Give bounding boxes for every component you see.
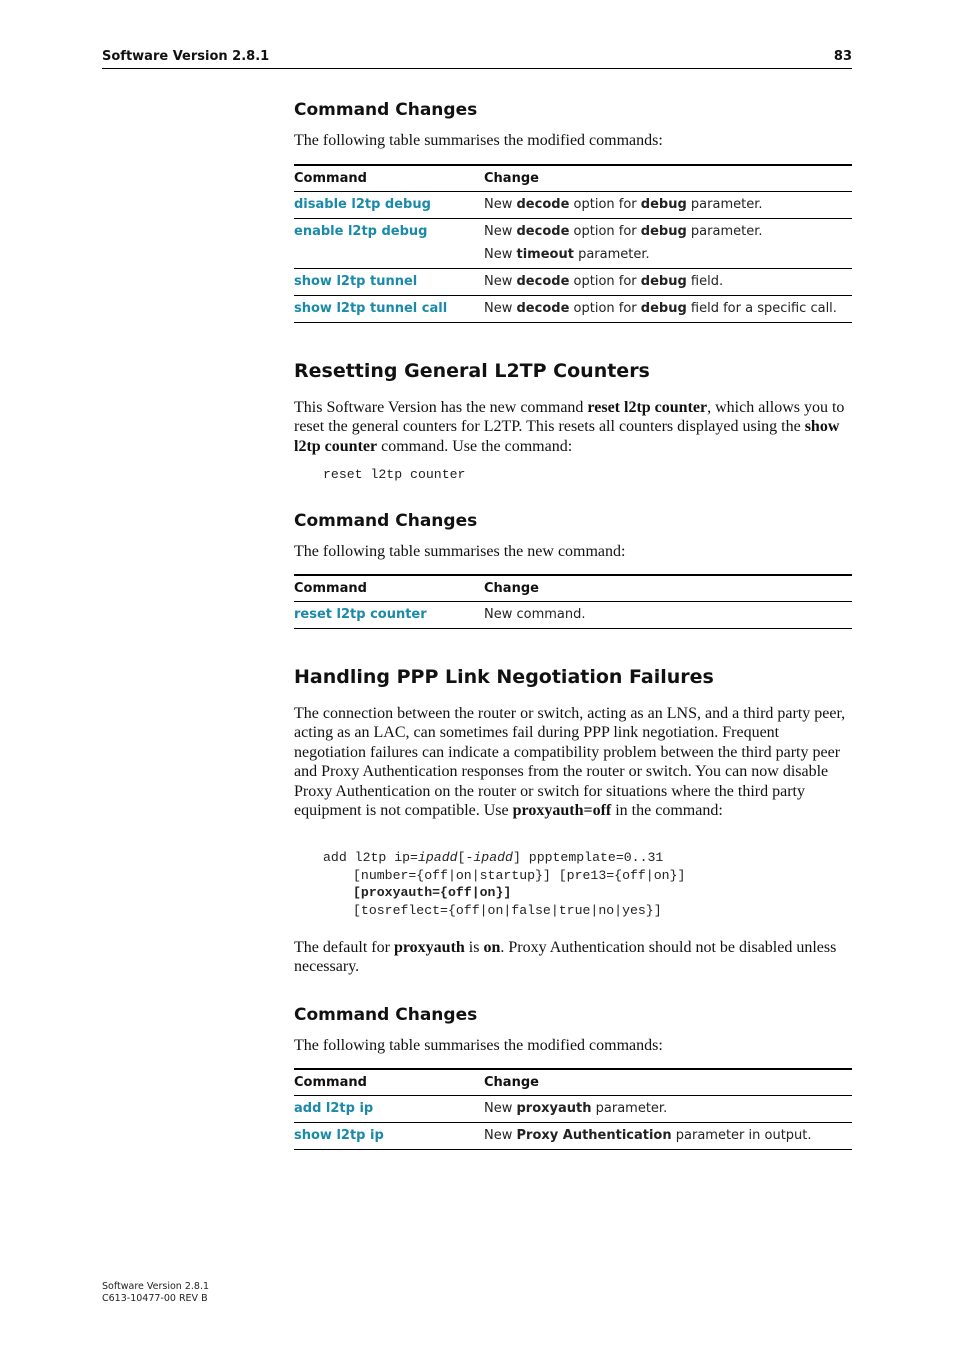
command-link[interactable]: show l2tp ip [294,1123,484,1150]
section3-intro: The following table summarises the modified commands: [294,1037,663,1054]
change-description [484,1096,852,1123]
command-name: reset l2tp counter [587,399,708,416]
section2-command-table [294,574,852,629]
change-description [484,296,852,323]
column-header-command: Command [294,1069,484,1096]
change-line: New decode option for debug parameter. [484,224,763,239]
section3-command-table [294,1068,852,1150]
footer-version: Software Version 2.8.1 [102,1281,210,1292]
section1-intro: The following table summarises the modified commands: [294,132,663,149]
table-row [294,1096,852,1123]
page-number: 83 [833,49,852,64]
section3-paragraph: The connection between the router or switch, acting as an LNS, and a third party peer, acting as an LAC, can sometimes fail during PPP link negotiation. Frequent negotiation failures can indicate a compatibility problem between the third party peer and Proxy Authentication responses from the router or switch. You can now disable Proxy Authentication on the router or switch for situations where the third party equipment is not compatible. Use proxyauth=off in the command: [294,705,846,820]
change-line: New command. [484,607,586,622]
section2-paragraph: This Software Version has the new command reset l2tp counter, which allows you to reset the general counters for L2TP. This resets all counters displayed using the show l2tp counter command. Use the command: [294,399,845,455]
change-description [484,1123,852,1150]
section3-heading: Handling PPP Link Negotiation Failures [294,666,714,688]
table-row [294,602,852,629]
command-link[interactable]: disable l2tp debug [294,192,484,219]
table-row [294,1123,852,1150]
column-header-command: Command [294,575,484,602]
change-line: New decode option for debug parameter. [484,197,763,212]
footer-doc-code: C613-10477-00 REV B [102,1293,208,1304]
section1-command-table [294,164,852,323]
change-description [484,219,852,269]
page-footer [102,1281,209,1305]
change-description [484,269,852,296]
column-header-change: Change [484,575,852,602]
section2-heading: Resetting General L2TP Counters [294,360,650,382]
command-link[interactable]: enable l2tp debug [294,219,484,269]
section3-subheading: Command Changes [294,1005,478,1025]
page-header [102,48,852,69]
table-row [294,219,852,269]
section3-code: add l2tp ip=ipadd[-ipadd] ppptemplate=0..31 [number={off|on|startup}] [pre13={off|on}] [proxyauth={off|on}] [tosreflect={off|on|false|true|no|yes}] [323,850,686,918]
table-row [294,192,852,219]
command-name: show l2tp counter [294,418,840,455]
column-header-change: Change [484,165,852,192]
command-link[interactable]: show l2tp tunnel call [294,296,484,323]
table-row [294,296,852,323]
change-description [484,602,852,629]
command-link[interactable]: add l2tp ip [294,1096,484,1123]
section3-paragraph-2: The default for proxyauth is on. Proxy Authentication should not be disabled unless necessary. [294,939,837,976]
change-line: New decode option for debug field for a specific call. [484,301,837,316]
column-header-change: Change [484,1069,852,1096]
section2-subheading: Command Changes [294,511,478,531]
column-header-command: Command [294,165,484,192]
command-link[interactable]: reset l2tp counter [294,602,484,629]
change-line: New proxyauth parameter. [484,1101,668,1116]
change-line: New Proxy Authentication parameter in output. [484,1128,812,1143]
header-version: Software Version 2.8.1 [102,49,270,64]
change-line: New timeout parameter. [484,247,650,262]
change-line: New decode option for debug field. [484,274,724,289]
table-row [294,269,852,296]
section2-code: reset l2tp counter [323,467,466,482]
command-link[interactable]: show l2tp tunnel [294,269,484,296]
change-description [484,192,852,219]
section2-intro: The following table summarises the new command: [294,543,626,560]
section1-subheading: Command Changes [294,100,478,120]
parameter-name: proxyauth=off [512,802,612,820]
